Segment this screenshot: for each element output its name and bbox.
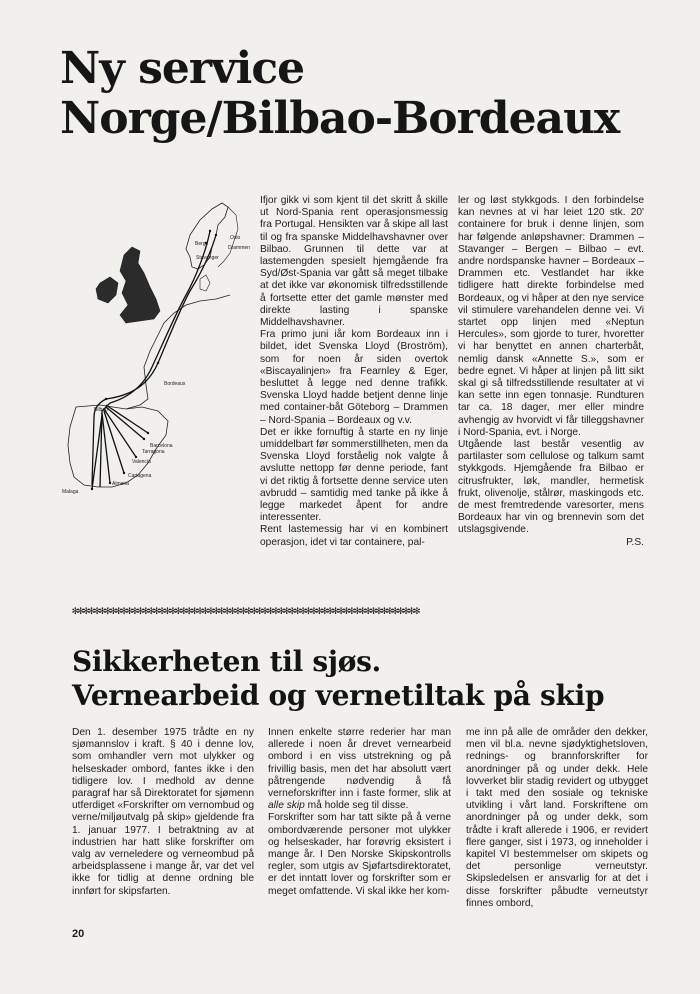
map-label-drammen: Drammen: [228, 245, 250, 251]
map-label-bergen: Berge: [195, 241, 209, 247]
article1-column2: [458, 195, 644, 549]
map-great-britain: [120, 247, 160, 323]
article2-text: må holde seg til disse.: [304, 800, 409, 812]
article1-paragraph: Fra primo juni iår kom Bordeaux inn i bildet, idet Svenska Lloyd (Broström), som for noen år siden overtok «Biscayalinjen» fra Fearnley & Eger, besluttet å legge ned denne trafikk. Svenska Lloyd hadde betjent denne linje med container-båt Göteborg – Drammen – Nord-Spania – Bordeaux og v.v.: [260, 329, 448, 426]
route-map: [40, 195, 255, 500]
article2-column3: [466, 727, 648, 910]
article2-column1: [72, 727, 254, 898]
article2-paragraph: me inn på alle de områder den dekker, men vil bl.a. nevne sjødyktighetsloven, rednings- og brannforskrifter for anordninger på og under dekk. Hele lovverket blir stadig revidert og utbygget i takt med den sosiale og tekniske utvikling i vårt land. Forskriftene om anordninger på og under dekk, som trådte i kraft allerede i 1906, er revidert flere ganger, sist i 1973, og inneholder i kapitel VI bestemmelser om skipets og det personlige verneutstyr. Skipsledelsen er ansvarlig for at det i disse forskrifter påbudte verneutstyr finnes ombord,: [466, 727, 648, 909]
map-label-oslo: Oslo: [230, 235, 241, 241]
article2-paragraph: Forskrifter som har tatt sikte på å verne ombordværende personer mot ulykker og helseskader, har forøvrig eksistert i mange år. I Den Norske Skipskontrolls regler, som utgis av Sjøfartsdirektoratet, er det inntatt lover og forskrifter som er meget omfattende. Vi skal ikke her kom-: [268, 812, 451, 897]
article2-title: [72, 645, 604, 713]
map-denmark: [200, 275, 210, 291]
article1-paragraph: Rent lastemessig har vi en kombinert operasjon, idet vi tar containere, pal-: [260, 524, 448, 548]
article1-paragraph: ler og løst stykkgods. I den forbindelse kan nevnes at vi har leiet 120 stk. 20' containere for bruk i denne linjen, som har følgende anløpshavner: Drammen – Stavanger – Bergen – Bilbao – evt. andre nordspanske havner – Bordeaux – Drammen etc. Vestlandet har ikke tidligere hatt direkte forbindelse med Bordeaux, og vi håper at den nye service vil stimulere varehandelen denne vei. Vi startet opp linjen med «Neptun Hercules», som gjorde to turer, hvoretter vi har benyttet en annen charterbåt, nemlig dansk «Annette S.», som er bedre egnet. Vi håper at linjen på litt sikt skal gi så tilfredsstillende resultater at vi kan sette inn egen tonnasje. Rundturen tar ca. 18 dager, mer eller mindre avhengig av hvorvidt vi får tilleggshavner i Nord-Spania, evt. i Norge.: [458, 195, 644, 438]
article2-text: Innen enkelte større rederier har man allerede i noen år drevet vernearbeid ombord i en viss utstrekning og på frivillig basis, men det har absolutt vært påtrengende nødvendig å få verneforskrifter inn i faste former, slik at: [268, 727, 451, 800]
article1-title-line2: Norge/Bilbao-Bordeaux: [60, 93, 620, 144]
article1-paragraph: Det er ikke fornuftig å starte en ny linje umiddelbart før sommerstillheten, men da Svenska Lloyd forståelig nok valgte å avslutte nettopp før denne periode, fant vi det riktig å fortsette denne service uten avbrudd – samtidig med tanke på ikke å legge markedet åpent for andre interessenter.: [260, 426, 448, 524]
article1-signature: P.S.: [626, 536, 644, 548]
map-label-bordeaux: Bordeaux: [164, 381, 186, 387]
map-label-valencia: Valencia: [132, 459, 151, 465]
ornamental-divider: ✻✻✻✻✻✻✻✻✻✻✻✻✻✻✻✻✻✻✻✻✻✻✻✻✻✻✻✻✻✻✻✻✻✻✻✻✻✻✻✻✻✻✻✻✻✻✻✻✻✻✻✻✻✻✻✻✻✻✻✻✻✻✻✻: [72, 604, 420, 617]
page-number: 20: [72, 928, 85, 940]
map-label-bilbao: Bilbao: [94, 407, 108, 413]
map-label-stavanger: Stavanger: [196, 255, 219, 261]
article2-paragraph: Den 1. desember 1975 trådte en ny sjømannslov i kraft. § 40 i denne lov, som omhandler vern mot ulykker og helseskader ombord, fantes ikke i den tidligere lov. I medhold av denne paragraf har så Direktoratet for sjømenn utferdiget «Forskrifter om vernombud og verne/miljøutvalg på skip» gjeldende fra 1. januar 1977. I betraktning av at industrien har hatt slike forskrifter om valg av verneledere og verneombud på arbeidsplassene i mange år, var det vel ikke for tidlig at denne ordning ble innført for skipsfarten.: [72, 727, 254, 897]
article2-column2: [268, 727, 451, 898]
map-ireland: [96, 277, 118, 303]
article1-title: [60, 44, 619, 144]
map-label-barcelona: Barcelona: [150, 443, 173, 449]
article1-column1: [260, 195, 448, 549]
map-label-malaga: Malaga: [62, 489, 79, 495]
map-label-cartagena: Cartagena: [128, 473, 152, 479]
map-label-almeria: Almeria: [112, 481, 129, 487]
article2-paragraph: [268, 727, 451, 812]
article2-title-line2: Vernearbeid og vernetiltak på skip: [72, 679, 605, 712]
article2-title-line1: Sikkerheten til sjøs.: [72, 645, 381, 678]
article1-title-line1: Ny service: [60, 43, 305, 94]
map-label-tarragona: Tarragona: [142, 449, 165, 455]
article1-paragraph: Utgående last består vesentlig av partilaster som cellulose og talkum samt stykkgods. Hjemgående fra Bilbao er citrusfrukter, løk, mandler, hermetisk frukt, olivenolje, stålrør, maskingods etc. de mest fremtredende varesorter, mens Bordeaux har vin og brennevin som det utslagsgivende.: [458, 439, 644, 536]
article2-emphasis: alle skip: [268, 800, 305, 812]
article1-paragraph: Ifjor gikk vi som kjent til det skritt å skille ut Nord-Spania rent operasjonsmessig fra Portugal. Hensikten var å skipe all last til og fra spanske Middelhavshavner over Bilbao. Grunnen til dette var at lastemengden spesielt hjemgående fra Syd/Øst-Spania var gått så meget tilbake at det ikke var økonomisk tilfredsstillende å fortsette etter det gamle mønster med direkte lasting i spanske Middelhavshavner.: [260, 195, 448, 329]
